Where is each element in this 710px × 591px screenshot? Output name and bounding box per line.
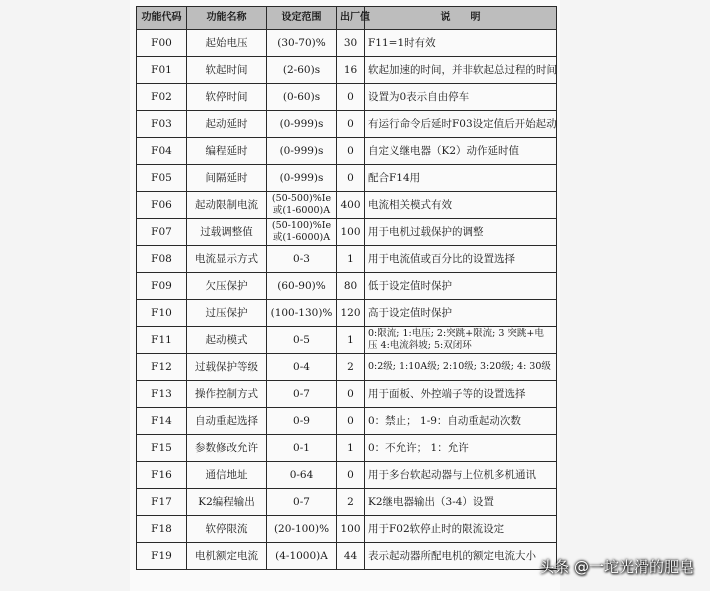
cell-range: (4-1000)A xyxy=(267,543,337,570)
table-row xyxy=(137,111,557,138)
table-row xyxy=(137,57,557,84)
cell-name: 编程延时 xyxy=(187,138,267,165)
table-row xyxy=(137,354,557,381)
table-row xyxy=(137,192,557,219)
cell-description: 用于多台软起动器与上位机多机通讯 xyxy=(365,462,557,489)
cell-description: 用于电机过载保护的调整 xyxy=(365,219,557,246)
cell-range: 0-64 xyxy=(267,462,337,489)
cell-code: F12 xyxy=(137,354,187,381)
cell-description: 电流相关模式有效 xyxy=(365,192,557,219)
cell-description: 用于电流值或百分比的设置选择 xyxy=(365,246,557,273)
table-row xyxy=(137,462,557,489)
cell-name: 软停限流 xyxy=(187,516,267,543)
table-row xyxy=(137,165,557,192)
table-body xyxy=(137,30,557,570)
header-code: 功能代码 xyxy=(137,7,187,30)
cell-name: 起动限制电流 xyxy=(187,192,267,219)
cell-code: F13 xyxy=(137,381,187,408)
cell-default: 2 xyxy=(337,354,365,381)
cell-code: F17 xyxy=(137,489,187,516)
cell-name: 电流显示方式 xyxy=(187,246,267,273)
cell-default: 0 xyxy=(337,408,365,435)
cell-range: (0-999)s xyxy=(267,138,337,165)
cell-range: 0-1 xyxy=(267,435,337,462)
cell-code: F09 xyxy=(137,273,187,300)
cell-description: 低于设定值时保护 xyxy=(365,273,557,300)
header-range: 设定范围 xyxy=(267,7,337,30)
cell-range: (50-500)%Ie 或(1-6000)A xyxy=(267,192,337,219)
cell-range: (30-70)% xyxy=(267,30,337,57)
cell-description: 表示起动器所配电机的额定电流大小 xyxy=(365,543,557,570)
cell-range: 0-3 xyxy=(267,246,337,273)
cell-range: (0-999)s xyxy=(267,165,337,192)
cell-range: 0-7 xyxy=(267,381,337,408)
cell-code: F06 xyxy=(137,192,187,219)
cell-default: 2 xyxy=(337,489,365,516)
cell-description: 0：禁止； 1-9：自动重起动次数 xyxy=(365,408,557,435)
table-row xyxy=(137,219,557,246)
cell-description: F11=1时有效 xyxy=(365,30,557,57)
table-row xyxy=(137,435,557,462)
cell-range: 0-7 xyxy=(267,489,337,516)
cell-code: F15 xyxy=(137,435,187,462)
table-row xyxy=(137,543,557,570)
cell-name: 起动模式 xyxy=(187,327,267,354)
cell-default: 0 xyxy=(337,381,365,408)
cell-default: 80 xyxy=(337,273,365,300)
cell-name: 过载保护等级 xyxy=(187,354,267,381)
cell-range: 0-4 xyxy=(267,354,337,381)
cell-default: 0 xyxy=(337,84,365,111)
cell-description: 用于面板、外控端子等的设置选择 xyxy=(365,381,557,408)
cell-range: (100-130)% xyxy=(267,300,337,327)
cell-default: 30 xyxy=(337,30,365,57)
table-row xyxy=(137,84,557,111)
cell-default: 100 xyxy=(337,516,365,543)
cell-range: (60-90)% xyxy=(267,273,337,300)
cell-description: 配合F14用 xyxy=(365,165,557,192)
table-row xyxy=(137,381,557,408)
cell-description: 设置为0表示自由停车 xyxy=(365,84,557,111)
cell-range: (0-60)s xyxy=(267,84,337,111)
cell-description: 0:2级; 1:10A级; 2:10级; 3:20级; 4: 30级 xyxy=(365,354,557,381)
table-row xyxy=(137,246,557,273)
cell-name: 间隔延时 xyxy=(187,165,267,192)
cell-code: F02 xyxy=(137,84,187,111)
cell-default: 0 xyxy=(337,138,365,165)
table-row xyxy=(137,489,557,516)
cell-description: 自定义继电器（K2）动作延时值 xyxy=(365,138,557,165)
cell-default: 1 xyxy=(337,327,365,354)
cell-description: 用于F02软停止时的限流设定 xyxy=(365,516,557,543)
cell-name: K2编程输出 xyxy=(187,489,267,516)
watermark: 头条 @一坨光滑的肥皂 xyxy=(539,558,694,576)
cell-default: 1 xyxy=(337,246,365,273)
table-row xyxy=(137,408,557,435)
cell-name: 起动延时 xyxy=(187,111,267,138)
cell-default: 0 xyxy=(337,165,365,192)
cell-description: 0：不允许； 1：允许 xyxy=(365,435,557,462)
table-header-row xyxy=(137,7,557,30)
parameter-table xyxy=(136,6,557,570)
cell-name: 过载调整值 xyxy=(187,219,267,246)
cell-code: F01 xyxy=(137,57,187,84)
cell-default: 400 xyxy=(337,192,365,219)
cell-default: 120 xyxy=(337,300,365,327)
cell-name: 起始电压 xyxy=(187,30,267,57)
cell-name: 软起时间 xyxy=(187,57,267,84)
cell-default: 1 xyxy=(337,435,365,462)
cell-name: 通信地址 xyxy=(187,462,267,489)
cell-code: F10 xyxy=(137,300,187,327)
cell-default: 0 xyxy=(337,111,365,138)
cell-code: F03 xyxy=(137,111,187,138)
cell-description: 0:限流; 1:电压; 2:突跳+限流; 3 突跳+电压 4:电流斜坡; 5:双闭环 xyxy=(365,327,557,354)
cell-code: F16 xyxy=(137,462,187,489)
cell-code: F04 xyxy=(137,138,187,165)
cell-name: 参数修改允许 xyxy=(187,435,267,462)
cell-code: F05 xyxy=(137,165,187,192)
cell-name: 软停时间 xyxy=(187,84,267,111)
table-row xyxy=(137,327,557,354)
header-description: 说 明 xyxy=(365,7,557,30)
cell-default: 0 xyxy=(337,462,365,489)
cell-range: (20-100)% xyxy=(267,516,337,543)
cell-range: 0-9 xyxy=(267,408,337,435)
table-row xyxy=(137,516,557,543)
table-row xyxy=(137,138,557,165)
cell-name: 欠压保护 xyxy=(187,273,267,300)
cell-range: 0-5 xyxy=(267,327,337,354)
cell-code: F07 xyxy=(137,219,187,246)
cell-default: 44 xyxy=(337,543,365,570)
cell-code: F11 xyxy=(137,327,187,354)
cell-range: (50-100)%Ie 或(1-6000)A xyxy=(267,219,337,246)
table-row xyxy=(137,300,557,327)
cell-name: 操作控制方式 xyxy=(187,381,267,408)
cell-code: F08 xyxy=(137,246,187,273)
cell-description: 软起加速的时间，并非软起总过程的时间 xyxy=(365,57,557,84)
cell-range: (2-60)s xyxy=(267,57,337,84)
table-row xyxy=(137,273,557,300)
cell-code: F19 xyxy=(137,543,187,570)
cell-range: (0-999)s xyxy=(267,111,337,138)
cell-name: 电机额定电流 xyxy=(187,543,267,570)
cell-code: F18 xyxy=(137,516,187,543)
cell-default: 100 xyxy=(337,219,365,246)
cell-description: K2继电器输出（3-4）设置 xyxy=(365,489,557,516)
cell-description: 有运行命令后延时F03设定值后开始起动 xyxy=(365,111,557,138)
cell-name: 过压保护 xyxy=(187,300,267,327)
cell-description: 高于设定值时保护 xyxy=(365,300,557,327)
header-name: 功能名称 xyxy=(187,7,267,30)
cell-code: F00 xyxy=(137,30,187,57)
cell-code: F14 xyxy=(137,408,187,435)
cell-name: 自动重起选择 xyxy=(187,408,267,435)
table-row xyxy=(137,30,557,57)
header-default: 出厂值 xyxy=(337,7,365,30)
cell-default: 16 xyxy=(337,57,365,84)
